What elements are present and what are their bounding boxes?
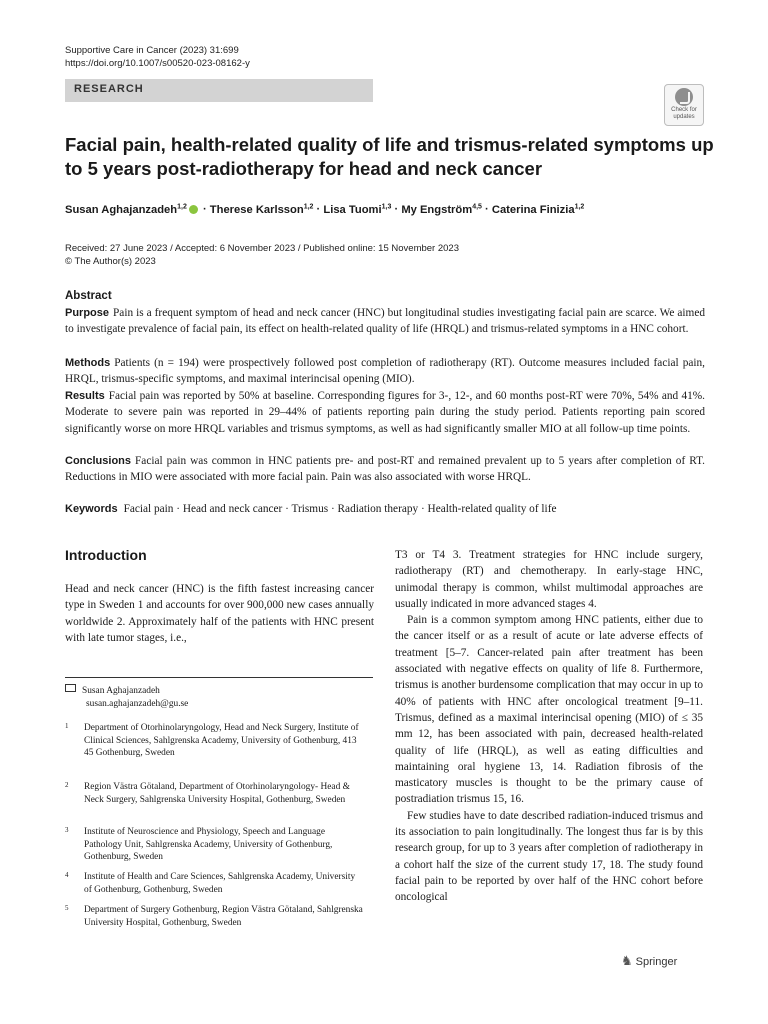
envelope-icon bbox=[65, 684, 76, 692]
section-banner bbox=[65, 79, 373, 102]
purpose-text: Pain is a frequent symptom of head and neck cancer (HNC) but longitudinal studies investigating facial pain are scarce. We aimed to investigate prevalence of facial pain, its effect on health-related quality of life (HRQL) and trismus-related symptoms in a HNC cohort. bbox=[65, 307, 705, 336]
orcid-icon[interactable] bbox=[189, 205, 198, 214]
article-title: Facial pain, health-related quality of life and trismus-related symptoms up to 5 years post-radiotherapy for head and neck cancer bbox=[65, 134, 714, 179]
publisher-name: Springer bbox=[635, 956, 678, 968]
intro-paragraph-left: Head and neck cancer (HNC) is the fifth fastest increasing cancer type in Sweden 1 and accounts for over 900,000 new cases annually worldwide 2. Approximately half of the patients with HNC present with late tumor stages, i.e., bbox=[65, 583, 374, 644]
methods-label: Methods bbox=[65, 357, 111, 369]
intro-paragraph: Pain is a common symptom among HNC patients, either due to the cancer itself or as a result of acute or late adverse effects of treatment [5–7. Cancer-related pain after treatment has been associated with negative effects on quality of life 8. Furthermore, trismus is another burdensome complication that may occur in up to 40% of patients with HNC after oncological treatment [9–11. Trismus, defined as a maximal interincisal opening (MIO) of ≤ 35 mm 12, has been associated with pain, decreased health-related quality of life (HRQL), as well as eating difficulties and maintaining oral hygiene 13, 14. Radiation fibrosis of the masticatory muscles is thought to be the primary cause of postradiation trismus 15, 16. bbox=[395, 614, 703, 806]
keywords-text: Facial pain · Head and neck cancer · Trismus · Radiation therapy · Health-related quality of life bbox=[123, 503, 557, 515]
intro-paragraph: Few studies have to date described radiation-induced trismus and its association to pain longitudinally. The longest thus far is by this research group, for up to 3 years after completion of radiotherapy in a cohort half the size of the current study 17, 18. The study found facial pain to be reported by over half of the HNC cohort before oncological bbox=[395, 809, 703, 904]
affiliation: 1 Department of Otorhinolaryngology, Head and Neck Surgery, Institute of Clinical Sciences, Sahlgrenska Academy, University of Gothenburg, 413 45 Gothenburg, Sweden bbox=[65, 722, 359, 759]
intro-right-column bbox=[395, 547, 703, 906]
introduction-heading: Introduction bbox=[65, 547, 147, 563]
abstract-methods bbox=[65, 355, 705, 388]
methods-text: Patients (n = 194) were prospectively followed post completion of radiotherapy (RT). Outcome measures included facial pain, HRQL, trismus-specific symptoms, and maximal interincisal opening (MIO). bbox=[65, 357, 705, 386]
author[interactable]: Lisa Tuomi$^{1,3}$ bbox=[323, 203, 392, 216]
abstract-heading: Abstract bbox=[65, 290, 112, 302]
copyright-line: © The Author(s) 2023 bbox=[65, 255, 156, 267]
affiliation: 4 Institute of Health and Care Sciences, Sahlgrenska Academy, University of Gothenburg, Gothenburg, Sweden bbox=[65, 871, 356, 895]
affiliation: 3 Institute of Neuroscience and Physiology, Speech and Language Pathology Unit, Sahlgrenska Academy, University of Gothenburg, Gothenburg, Sweden bbox=[65, 826, 333, 863]
author[interactable]: Caterina Finizia$^{1,2}$ bbox=[491, 203, 585, 216]
dates-line: Received: 27 June 2023 / Accepted: 6 November 2023 / Published online: 15 November 2023 bbox=[65, 243, 459, 254]
results-text: Facial pain was reported by 50% at baseline. Corresponding figures for 3-, 12-, and 60 months post-RT were 70%, 54% and 41%. Moderate to severe pain was reported in 29–44% of patients reporting pain during the study period. Patients reporting pain scored significantly worse on more HRQL variables and trismus symptoms, as well as had significantly smaller MIO at all follow-up time points. bbox=[65, 390, 705, 435]
corresponding-author: Susan Aghajanzadeh bbox=[82, 686, 160, 696]
corresponding-email[interactable]: susan.aghajanzadeh@gu.se bbox=[86, 698, 189, 709]
keywords-label: Keywords bbox=[65, 503, 118, 515]
check-updates-icon bbox=[675, 88, 693, 106]
purpose-label: Purpose bbox=[65, 307, 110, 319]
article-dates bbox=[65, 243, 459, 268]
results-label: Results bbox=[65, 390, 105, 402]
footnote-divider bbox=[65, 677, 373, 678]
affiliation: 5 Department of Surgery Gothenburg, Region Västra Götaland, Sahlgrenska University Hospital, Gothenburg, Sweden bbox=[65, 904, 363, 928]
correspondence bbox=[65, 684, 188, 710]
abstract-conclusions bbox=[65, 453, 705, 486]
journal-header bbox=[65, 44, 250, 70]
abstract-purpose bbox=[65, 305, 705, 338]
conclusions-label: Conclusions bbox=[65, 455, 132, 467]
author[interactable]: My Engström$^{4,5}$ bbox=[401, 203, 482, 216]
abstract-results bbox=[65, 388, 705, 437]
author-list: Susan Aghajanzadeh$^{1,2}$ · Therese Karlsson$^{1,2}$ · Lisa Tuomi$^{1,3}$ · My Engström$^{4,5}$ · Caterina Finizia$^{1,2}$ bbox=[65, 203, 585, 216]
publisher-logo bbox=[621, 953, 677, 969]
journal-doi[interactable]: https://doi.org/10.1007/s00520-023-08162-y bbox=[65, 58, 250, 69]
intro-paragraph: T3 or T4 3. Treatment strategies for HNC include surgery, radiotherapy (RT) and chemotherapy. In early-stage HNC, unimodal therapy is common, whilst multimodal approaches are usually indicated in more advanced stages 4. bbox=[395, 549, 703, 610]
check-badge-line2: updates bbox=[673, 113, 695, 120]
check-badge-line1: Check for bbox=[671, 107, 697, 113]
check-for-updates-badge[interactable] bbox=[664, 84, 704, 126]
affiliation: 2 Region Västra Götaland, Department of Otorhinolaryngology- Head & Neck Surgery, Sahlgrenska University Hospital, Gothenburg, Sweden bbox=[65, 781, 350, 805]
conclusions-text: Facial pain was common in HNC patients pre- and post-RT and remained prevalent up to 5 years after completion of RT. Reductions in MIO were associated with more facial pain. Pain was also associated with worse HRQL. bbox=[65, 455, 705, 484]
author[interactable]: Therese Karlsson$^{1,2}$ bbox=[209, 203, 314, 216]
author[interactable]: Susan Aghajanzadeh$^{1,2}$ bbox=[65, 203, 187, 216]
springer-horse-icon: ♞ bbox=[621, 953, 633, 968]
journal-citation: Supportive Care in Cancer (2023) 31:699 bbox=[65, 45, 239, 56]
keywords bbox=[65, 501, 705, 517]
section-label: RESEARCH bbox=[74, 83, 144, 95]
